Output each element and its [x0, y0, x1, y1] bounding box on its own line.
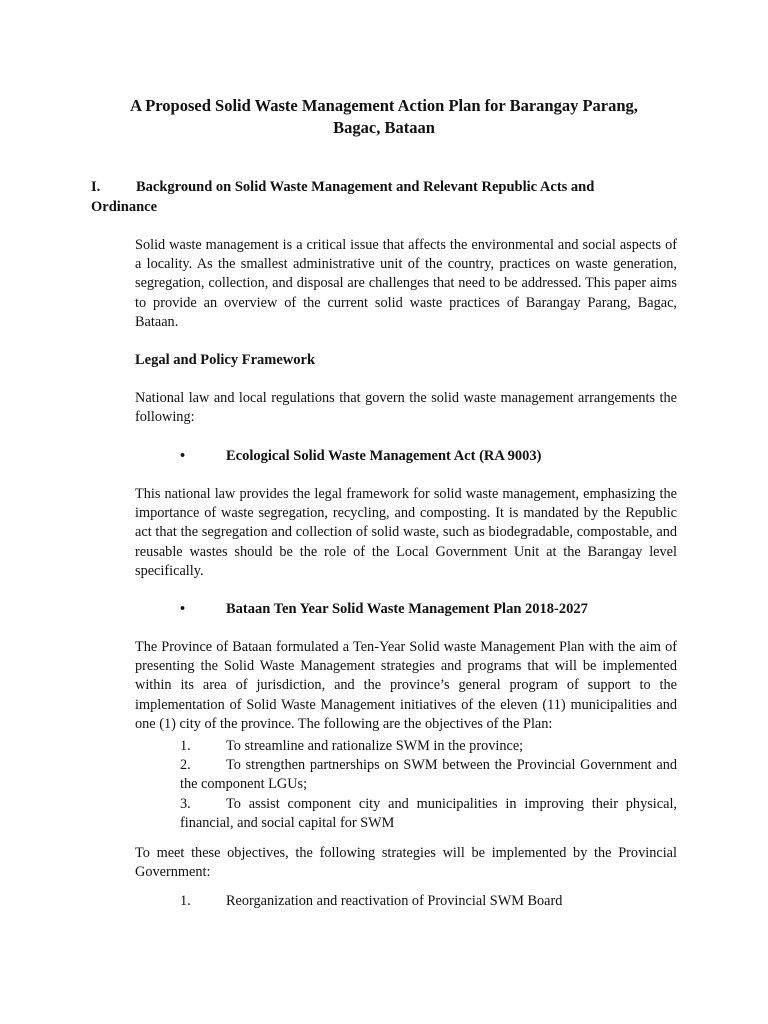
list-item	[180, 892, 677, 911]
objectives-list	[180, 737, 677, 833]
strategies-list	[180, 892, 677, 911]
law-2-bullet-item	[180, 600, 588, 619]
law-1-bullet-item	[180, 447, 542, 466]
list-number: 3.	[180, 795, 191, 812]
list-item	[180, 737, 677, 756]
intro-paragraph: Solid waste management is a critical issue that affects the environmental and social aspects of a locality. As the smallest administrative unit of the country, practices on waste generation, segregation, collection, and disposal are challenges that need to be addressed. This paper aims to provide an overview of the current solid waste practices of Barangay Parang, Bagac, Bataan.	[135, 237, 677, 330]
list-text: To streamline and rationalize SWM in the province;	[226, 738, 524, 754]
law-1-paragraph: This national law provides the legal framework for solid waste management, emphasizing the importance of waste segregation, recycling, and composting. It is mandated by the Republic act that the segregation and collection of solid waste, such as biodegradable, compostable, and reusable wastes should be the role of the Local Government Unit at the Barangay level specifically.	[135, 486, 677, 579]
legal-framework-heading: Legal and Policy Framework	[135, 352, 316, 368]
section-heading-line-1: Background on Solid Waste Management and Relevant Republic Acts and	[136, 179, 595, 195]
list-number: 2.	[180, 757, 191, 774]
law-1-title: Ecological Solid Waste Management Act (RA 9003)	[226, 448, 542, 464]
section-number: I.	[91, 179, 101, 195]
title-line-2: Bagac, Bataan	[333, 118, 435, 137]
section-heading	[91, 178, 681, 217]
list-text: Reorganization and reactivation of Provincial SWM Board	[226, 893, 563, 909]
law-2-paragraph: The Province of Bataan formulated a Ten-Year Solid waste Management Plan with the aim of presenting the Solid Waste Management strategies and programs that will be implemented within its area of jurisdiction, and the province’s general program of support to the implementation of Solid Waste Management initiatives of the eleven (11) municipalities and one (1) city of the province. The following are the objectives of the Plan:	[135, 639, 677, 732]
law-2-title: Bataan Ten Year Solid Waste Management Plan 2018-2027	[226, 601, 588, 617]
list-number: 1.	[180, 893, 191, 909]
section-heading-line-2: Ordinance	[91, 198, 158, 215]
bullet-icon: •	[180, 601, 186, 617]
title-line-1: A Proposed Solid Waste Management Action Plan for Barangay Parang,	[130, 96, 638, 115]
strategies-intro-paragraph: To meet these objectives, the following strategies will be implemented by the Provincial Government:	[135, 845, 677, 881]
document-title	[100, 95, 668, 139]
list-item	[180, 795, 677, 833]
list-number: 1.	[180, 738, 191, 754]
list-text: To assist component city and municipalities in improving their physical, financial, and social capital for SWM	[180, 795, 677, 831]
bullet-icon: •	[180, 448, 186, 464]
list-text: To strengthen partnerships on SWM between the Provincial Government and the component LGUs;	[180, 757, 677, 793]
list-item	[180, 756, 677, 794]
legal-intro-paragraph: National law and local regulations that govern the solid waste management arrangements the following:	[135, 390, 677, 426]
